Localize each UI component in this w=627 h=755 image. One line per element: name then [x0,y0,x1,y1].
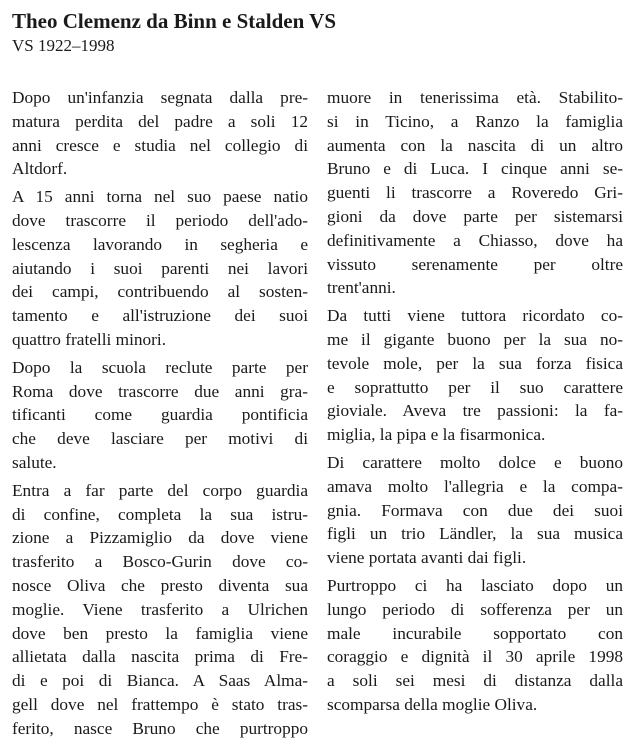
text-line: che deve lasciare per motivi di [12,429,308,449]
text-line: di confine, completa la sua istru- [12,504,308,524]
text-line: ferito, nasce Bruno che purtroppo [12,718,308,738]
text-line: allietata dalla nascita prima di Fre- [12,647,308,667]
text-line: gioni da dove parte per sistemarsi [327,206,623,226]
text-line: coraggio e dignità il 30 aprile 1998 [327,647,623,667]
paragraph [12,479,308,741]
text-line: trent'anni. [327,278,396,298]
text-line: gnia. Formava con due dei suoi [327,500,623,520]
text-line: dei campi, contribuendo al sosten- [12,282,308,302]
text-line: muore in tenerissima età. Stabilito- [327,88,623,107]
text-line: anni cresce e studia nel collegio di [12,135,308,155]
text-line: gioviale. Aveva tre passioni: la fa- [327,401,623,421]
text-line: salute. [12,452,57,472]
text-line: Roma dove trascorre due anni gra- [12,381,308,401]
text-line: Altdorf. [12,159,68,179]
text-column-right [327,86,623,721]
text-line: tificanti come guardia pontificia [12,405,308,425]
text-line: gell dove nel frattempo è stato tras- [12,694,308,714]
text-line: me il gigante buono per la sua no- [327,329,623,349]
text-line: Purtroppo ci ha lasciato dopo un [327,575,623,595]
text-line: Da tutti viene tuttora ricordato co- [327,306,623,326]
text-line: aiutando i suoi parenti nei lavori [12,258,308,278]
article-subtitle: VS 1922–1998 [12,36,115,55]
text-line: viene portata avanti dai figli. [327,548,527,568]
text-line: lescenza lavorando in segheria e [12,234,308,254]
text-line: tevole mole, per la sua forza fisica [327,353,623,373]
text-line: a soli sei mesi di distanza dalla [327,671,623,691]
text-line: di e poi di Bianca. A Saas Alma- [12,671,308,691]
text-line: figli un trio Ländler, la sua musica [327,524,623,544]
text-line: lungo periodo di sofferenza per un [327,599,623,619]
text-line: dove trascorre il periodo dell'ado- [12,210,308,230]
text-line: Entra a far parte del corpo guardia [12,480,308,500]
text-line: Di carattere molto dolce e buono [327,452,623,472]
paragraph [12,185,308,352]
text-line: moglie. Viene trasferito a Ulrichen [12,599,308,619]
text-line: definitivamente a Chiasso, dove ha [327,230,623,250]
text-line: scomparsa della moglie Oliva. [327,694,538,714]
text-line: e soprattutto per il suo carattere [327,377,623,397]
text-line: vissuto serenamente per oltre [327,254,623,274]
text-line: aumenta con la nascita di un altro [327,135,623,155]
text-line: trasferito a Bosco-Gurin dove co- [12,552,308,572]
text-line: dove ben presto la famiglia viene [12,623,308,643]
text-line: zione a Pizzamiglio da dove viene [12,528,308,548]
paragraph [327,451,623,570]
text-line: A 15 anni torna nel suo paese natio [12,187,308,207]
text-line: quattro fratelli minori. [12,329,167,349]
text-line: Dopo la scuola reclute parte per [12,357,308,377]
text-line: guenti li trascorre a Roveredo Gri- [327,183,623,203]
text-line: male incurabile sopportato con [327,623,623,643]
text-line: tamento e all'istruzione dei suoi [12,306,308,326]
paragraph [12,356,308,475]
paragraph [327,304,623,447]
paragraph [327,574,623,717]
text-line: amava molto l'allegria e la compa- [327,476,623,496]
text-line: Dopo un'infanzia segnata dalla pre- [12,88,308,107]
text-line: Bruno e di Luca. I cinque anni se- [327,159,623,179]
text-line: miglia, la pipa e la fisarmonica. [327,425,546,445]
text-line: si in Ticino, a Ranzo la famiglia [327,111,623,131]
article-title: Theo Clemenz da Binn e Stalden VS [12,9,336,33]
text-column-left [12,86,308,745]
paragraph [12,86,308,181]
paragraph [327,86,623,300]
text-line: matura perdita del padre a soli 12 [12,111,308,131]
text-line: nosce Oliva che presto diventa sua [12,575,308,595]
